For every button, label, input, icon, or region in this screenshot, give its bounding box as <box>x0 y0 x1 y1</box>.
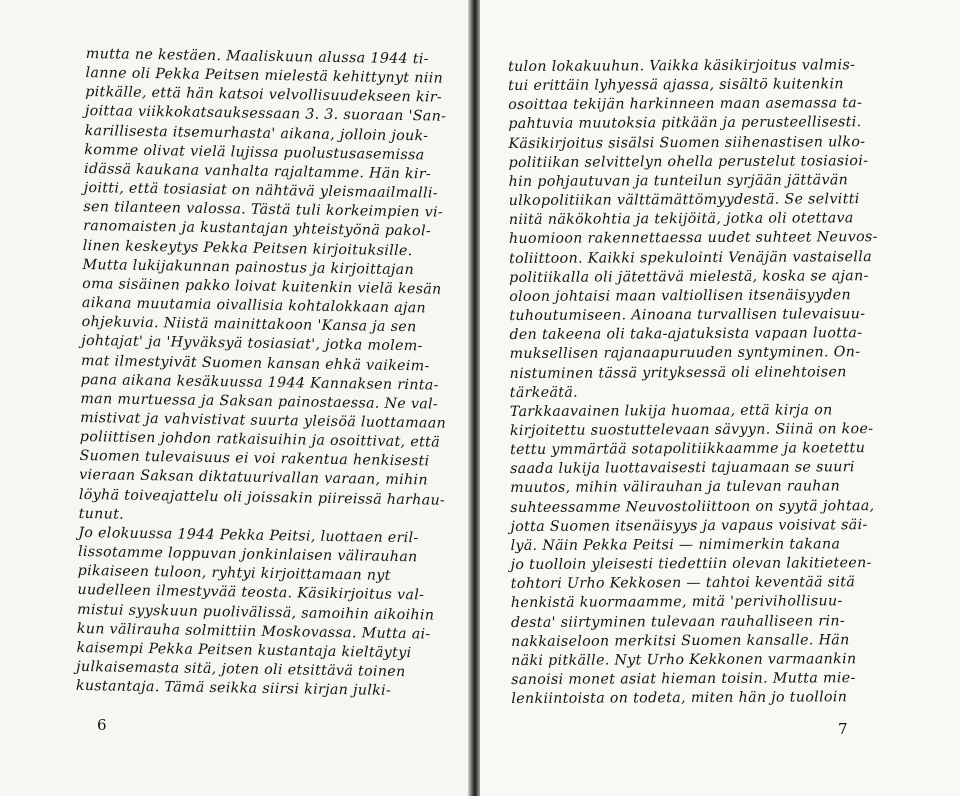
text-line: karillisesta itsemurhasta' aikana, jolloin jouk- <box>84 122 429 145</box>
text-line: pikaiseen tuloon, ryhtyi kirjoittamaan nyt <box>77 563 391 585</box>
text-line: aikana muutamia oivallisia kohtalokkaan ajan <box>81 295 427 317</box>
text-line: löyhä toiveajattelu oli joissakin piireissä harhau- <box>78 486 446 509</box>
text-line: Jo elokuussa 1944 Pekka Peitsi, luottaen eril- <box>78 524 419 547</box>
text-line: lissotamme loppuvan jonkinlaisen välirauhan <box>77 544 418 566</box>
text-line: osoittaa tekijän harkinneen maan asemassa ta- <box>508 95 863 114</box>
text-line: sanoisi monet asiat hieman toisin. Mutta mie- <box>511 670 856 688</box>
text-line: vieraan Saksan diktatuurivallan varaan, mihin <box>79 467 428 489</box>
right-page-body-text <box>508 56 895 709</box>
text-line: lyä. Näin Pekka Peitsi — nimimerkin takana <box>510 536 841 554</box>
text-line: saada lukija luottavaisesti tajuamaan se suuri <box>510 459 855 478</box>
text-line: mistivat ja vahvistivat suurta yleisöä luottamaan <box>80 409 447 432</box>
text-line: ulkopolitiikan välttämättömyydestä. Se selvitti <box>508 191 860 210</box>
left-page-number: 6 <box>97 716 107 734</box>
text-line: Mutta lukijakunnan painostus ja kirjoittajan <box>82 256 415 278</box>
text-line: poliittisen johdon ratkaisuihin ja osoittivat, että <box>79 429 441 451</box>
text-line: näki pitkälle. Nyt Urho Kekkonen varmaankin <box>511 651 857 669</box>
text-line: linen keskeytys Pekka Peitsen kirjoituksille. <box>82 237 413 259</box>
text-line: mutta ne kestäen. Maaliskuun alussa 1944 ti- <box>85 45 429 68</box>
text-line: kirjoitettu suostuttelevaan sävyyn. Siinä on koe- <box>509 421 874 439</box>
right-page-number: 7 <box>838 720 848 738</box>
text-line: henkistä kuormaamme, mitä 'perivihollisuu- <box>510 593 843 612</box>
text-line: Tarkkaavainen lukija huomaa, että kirja on <box>509 402 833 420</box>
text-line: sen tilanteen valossa. Tästä tuli korkeimpien vi- <box>83 199 444 221</box>
text-line: politiikan selvittelyn ohella perustelut tosiasioi- <box>508 152 869 171</box>
text-line: mat ilmestyivät Suomen kansan ehkä vaikeim- <box>80 352 430 374</box>
text-line: oloon johtaisi maan valtiollisen itsenäisyyden <box>509 287 852 305</box>
text-line: desta' siirtyminen tulevaan rauhalliseen rin- <box>510 612 846 631</box>
text-line: ranomaisten ja kustantajan yhteistyönä pakol- <box>83 218 432 240</box>
text-line: lenkiintoista on todeta, miten hän jo tuolloin <box>511 689 848 708</box>
text-line: den takeena oli taka-ajatuksista vapaan luotta- <box>509 325 863 344</box>
text-line: joittaa viikkokatsauksessaan 3. 3. suoraan 'San- <box>84 103 447 126</box>
text-line: johtajat' ja 'Hyväksyä tosiasiat', jotka molem- <box>81 333 423 355</box>
text-line: hin pohjautuvan ja tunteilun syrjään jättävän <box>508 172 849 190</box>
text-line: uudelleen ilmestyvää teosta. Käsikirjoitus val- <box>77 582 425 604</box>
text-line: tohtori Urho Kekkosen — tahtoi keventää sitä <box>510 574 856 593</box>
text-line: tärkeätä. <box>509 384 579 401</box>
text-line: julkaisemasta sitä, joten oli etsittävä toinen <box>76 658 406 681</box>
text-line: tui erittäin lyhyessä ajassa, sisältö kuitenkin <box>508 76 844 95</box>
text-line: mistui syyskuun puolivälissä, samoihin aikoihin <box>77 601 435 624</box>
text-line: Suomen tulevaisuus ei voi rakentua henkisesti <box>79 448 430 470</box>
text-line: man murtuessa ja Saksan painostaessa. Ne val- <box>80 390 439 413</box>
text-line: kaisempi Pekka Peitsen kustantaja kieltäytyi <box>76 639 412 662</box>
text-line: kun välirauha solmittiin Moskovassa. Mutta ai- <box>76 620 431 643</box>
text-line: tuhoutumiseen. Ainoana turvallisen tulevaisuu- <box>509 306 866 325</box>
text-line: nistuminen tässä yrityksessä oli elinehtoisen <box>509 363 847 382</box>
text-line: lanne oli Pekka Peitsen mielestä kehittynyt niin <box>85 65 444 87</box>
text-line: jo tuolloin yleisesti tiedettiin olevan lakitieteen- <box>510 555 872 574</box>
text-line: pahtuvia muutoksia pitkään ja perusteellisesti. <box>508 114 862 133</box>
text-line: toliittoon. Kaikki spekulointi Venäjän vastaisella <box>509 248 873 267</box>
left-page <box>0 0 470 796</box>
text-line: muutos, mihin välirauhan ja tulevan rauhan <box>510 478 841 497</box>
text-line: joitti, että tosiasiat on nähtävä yleismaailmalli- <box>83 180 439 202</box>
text-line: tunut. <box>78 505 125 523</box>
text-line: muksellisen rajanaapuruuden syntyminen. On- <box>509 344 861 363</box>
right-page <box>480 0 960 796</box>
text-line: kustantaja. Tämä seikka siirsi kirjan julki- <box>75 678 392 700</box>
text-line: idässä kaukana vanhalta rajaltamme. Hän kir- <box>83 160 432 183</box>
text-line: komme olivat vielä lujissa puolustusasemissa <box>84 141 425 164</box>
text-line: pitkälle, että hän katsoi velvollisuudekseen kir- <box>85 84 443 106</box>
left-page-body-text <box>76 45 456 702</box>
text-line: politiikalla oli jätettävä mielestä, koska se ajan- <box>509 267 869 286</box>
text-line: tettu ymmärtää sotapolitiikkaamme ja koetettu <box>510 440 866 459</box>
text-line: huomioon rakennettaessa uudet suhteet Neuvos- <box>508 229 878 248</box>
text-line: ohjekuvia. Niistä mainittakoon 'Kansa ja sen <box>81 314 417 336</box>
text-line: pana aikana kesäkuussa 1944 Kannaksen rinta- <box>80 371 439 394</box>
text-line: Käsikirjoitus sisälsi Suomen siihenastisen ulko- <box>508 133 866 152</box>
text-line: nakkaiseloon merkitsi Suomen kansalle. Hän <box>511 631 850 650</box>
text-line: niitä näkökohtia ja tekijöitä, jotka oli otettava <box>508 210 854 229</box>
text-line: oma sisäinen pakko loivat kuitenkin vielä kesän <box>82 275 442 298</box>
text-line: suhteessamme Neuvostoliittoon on syytä johtaa, <box>510 497 875 516</box>
text-line: jotta Suomen itsenäisyys ja vapaus voisivat säi- <box>510 516 868 535</box>
text-line: tulon lokakuuhun. Vaikka käsikirjoitus valmis- <box>508 57 856 75</box>
